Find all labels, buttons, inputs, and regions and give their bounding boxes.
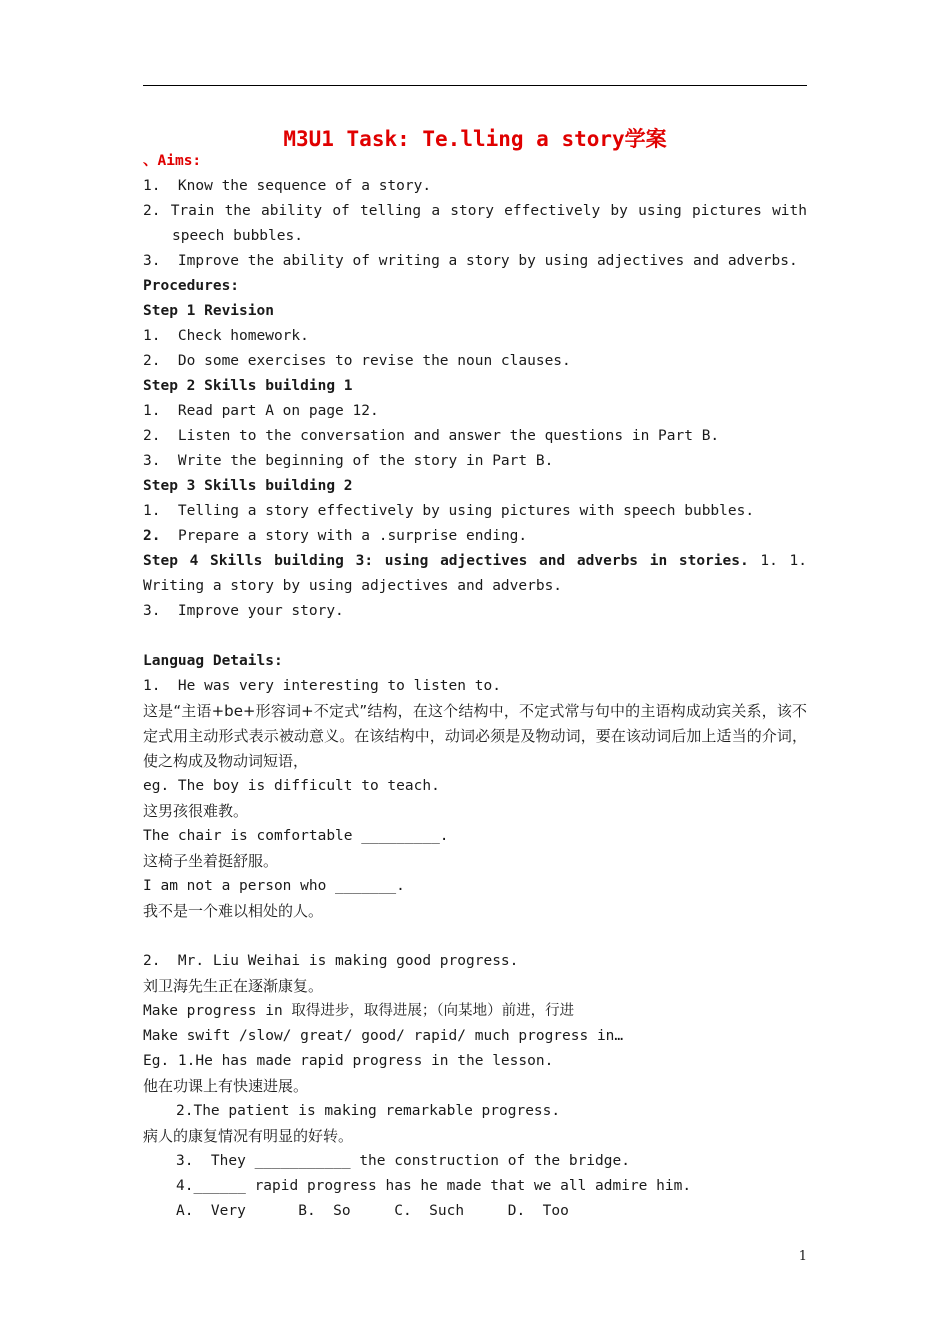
step-item: 2. Listen to the conversation and answer the questions in Part B. <box>143 428 720 444</box>
aims-item: 2. Train the ability of telling a story effectively by using pictures with <box>143 203 807 219</box>
step-item: 1. Read part A on page 12. <box>143 403 379 419</box>
procedures-heading: Procedures: <box>143 278 240 294</box>
step-item-text: Prepare a story with a .surprise ending. <box>177 528 528 544</box>
page-number: 1 <box>798 1249 807 1264</box>
aims-item: 3. Improve the ability of writing a story by using adjectives and adverbs. <box>143 253 798 269</box>
spacer <box>143 624 807 649</box>
translation-line: 这椅子坐着挺舒服。 <box>143 852 279 870</box>
example-sentence: 2. Mr. Liu Weihai is making good progress. <box>143 953 519 969</box>
translation-line: 这男孩很难教。 <box>143 802 249 820</box>
step-item: 1. Telling a story effectively by using pictures with speech bubbles. <box>143 503 755 519</box>
details-heading: Languag Details: <box>143 653 283 669</box>
phrase-line: Make progress in 取得进步，取得进展；（向某地）前进，行进 <box>143 1003 575 1019</box>
header-rule <box>143 85 807 86</box>
spacer <box>143 924 807 949</box>
aims-item-continuation: speech bubbles. <box>172 228 303 244</box>
step-item: 1. Check homework. <box>143 328 309 344</box>
example-line: Eg. 1.He has made rapid progress in the lesson. <box>143 1053 554 1069</box>
aims-heading: 、Aims: <box>143 153 202 169</box>
step-item: 3. Improve your story. <box>143 603 344 619</box>
aims-item: 1. Know the sequence of a story. <box>143 178 432 194</box>
translation-line: 他在功课上有快速进展。 <box>143 1077 309 1095</box>
phrase-line: Make swift /slow/ great/ good/ rapid/ much progress in… <box>143 1028 624 1044</box>
step-item: 2. Do some exercises to revise the noun clauses. <box>143 353 571 369</box>
exercise-line: 4.______ rapid progress has he made that we all admire him. <box>176 1178 692 1194</box>
step-item <box>143 524 807 549</box>
exercise-line: 3. They ___________ the construction of the bridge. <box>176 1153 630 1169</box>
step4-line <box>143 549 807 574</box>
step-item: Writing a story by using adjectives and adverbs. <box>143 578 563 594</box>
answer-options: A. Very B. So C. Such D. Too <box>176 1203 569 1219</box>
step-heading: Step 4 Skills building 3: using adjectives and adverbs in stories. <box>143 553 749 569</box>
step-heading: Step 1 Revision <box>143 303 274 319</box>
document-body <box>143 149 807 1224</box>
example-sentence: 1. He was very interesting to listen to. <box>143 678 501 694</box>
step-item-number: 2. <box>143 528 161 544</box>
grammar-explanation: 这是“主语+be+形容词+不定式”结构，在这个结构中，不定式常与句中的主语构成动宾关系，该不定式用主动形式表示被动意义。在该结构中，动词必须是及物动词，要在该动词后加上适当的介词，使之构成及物动词短语， <box>143 702 807 770</box>
step-heading: Step 2 Skills building 1 <box>143 378 353 394</box>
step-item: 3. Write the beginning of the story in Part B. <box>143 453 554 469</box>
translation-line: 病人的康复情况有明显的好转。 <box>143 1127 354 1145</box>
example-line: 2.The patient is making remarkable progress. <box>176 1103 561 1119</box>
step-item-number: 1. 1. <box>760 553 807 569</box>
step-heading: Step 3 Skills building 2 <box>143 478 353 494</box>
example-line: eg. The boy is difficult to teach. <box>143 778 440 794</box>
translation-line: 我不是一个难以相处的人。 <box>143 902 324 920</box>
exercise-line: The chair is comfortable _________. <box>143 828 449 844</box>
page-title: M3U1 Task: Te.lling a story学案 <box>283 127 667 151</box>
exercise-line: I am not a person who _______. <box>143 878 405 894</box>
translation-line: 刘卫海先生正在逐渐康复。 <box>143 977 324 995</box>
